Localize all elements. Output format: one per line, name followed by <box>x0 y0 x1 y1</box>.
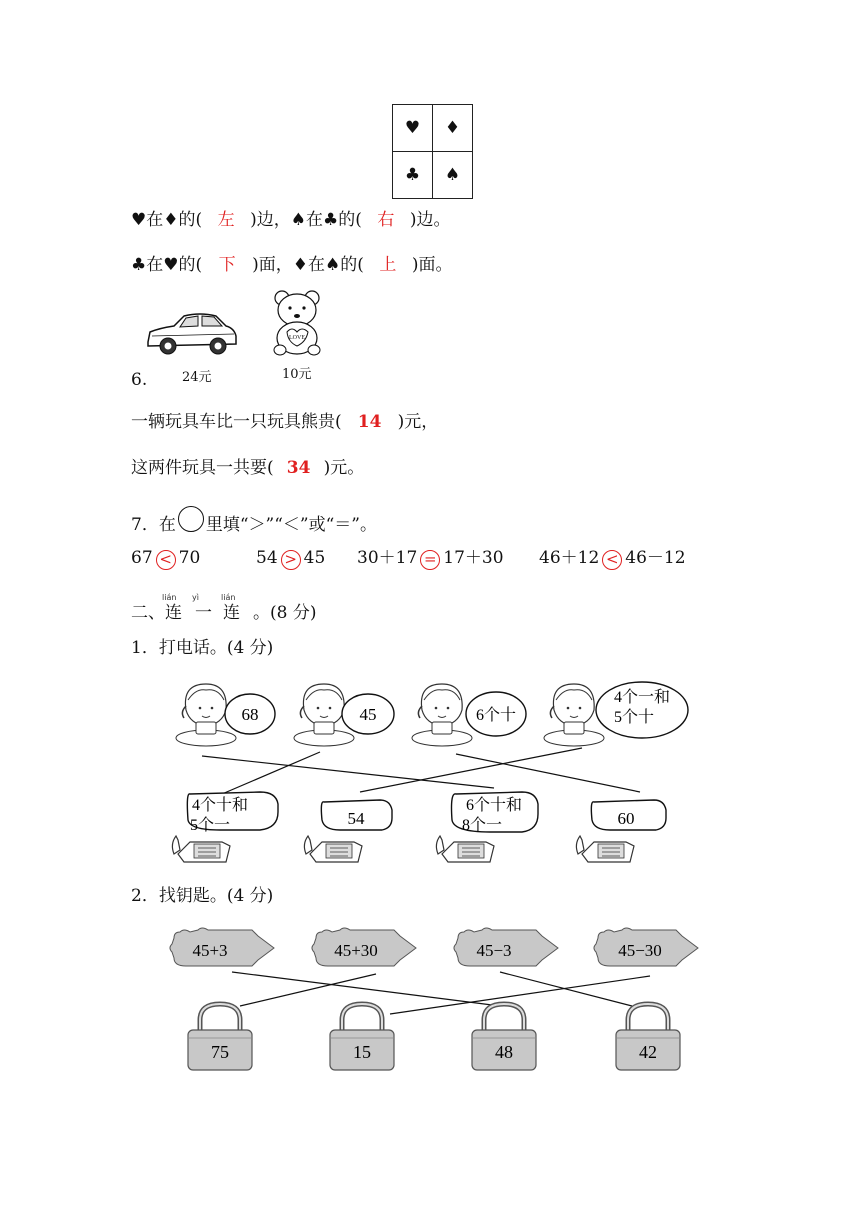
lock-label: 48 <box>495 1042 513 1062</box>
q6-line2-a: 这两件玩具一共要( <box>131 458 274 478</box>
phone-kid-4 <box>544 682 688 746</box>
q7-right: 70 <box>178 548 201 568</box>
q7-instruction <box>131 506 377 536</box>
lock-label: 42 <box>639 1042 657 1062</box>
section2-heading <box>131 602 316 624</box>
q7-right: 45 <box>303 548 326 568</box>
lock-label: 15 <box>353 1042 371 1062</box>
section2-char: 连 <box>223 603 240 623</box>
phone-bottom-text: 8个一 <box>461 817 503 834</box>
q5-line2-b: )面，♦在♠的( <box>252 255 364 275</box>
answer-up: 上 <box>379 255 397 275</box>
answer-total: 34 <box>286 458 311 478</box>
q6-line2 <box>131 457 364 479</box>
suit-cell: ♠ <box>433 152 473 199</box>
q6-line1-a: 一辆玩具车比一只玩具熊贵( <box>131 412 342 432</box>
pinyin-lian-1: lián <box>162 593 177 602</box>
q7-right: 17＋30 <box>443 548 504 568</box>
circle-blank-icon <box>178 506 204 532</box>
q6-number: 6. <box>131 370 148 390</box>
compare-circle: > <box>281 550 301 570</box>
q7-item <box>131 547 200 570</box>
q5-line1-b: )边，♠在♣的( <box>250 210 362 230</box>
suit-cell: ♣ <box>393 152 433 199</box>
teddy-bear-illustration <box>268 288 328 358</box>
phone-kid-3 <box>412 684 526 746</box>
suit-grid <box>392 104 473 199</box>
section2-char: 一 <box>195 603 212 623</box>
phone-top-text: 68 <box>241 705 259 724</box>
lock-1 <box>188 1004 252 1070</box>
pinyin-lian-2: lián <box>221 593 236 602</box>
q6-line1 <box>131 411 438 433</box>
key-label: 45+30 <box>334 941 378 960</box>
phone-receiver-4 <box>576 800 666 862</box>
phone-bottom-text: 5个一 <box>189 817 231 834</box>
answer-down: 下 <box>218 255 236 275</box>
key-label: 45−30 <box>618 941 662 960</box>
phone-top-text: 4个一和 <box>613 689 671 706</box>
q7-item <box>357 547 504 570</box>
answer-right: 右 <box>377 210 395 230</box>
keys-title: 2．找钥匙。(4 分) <box>131 886 274 906</box>
key-match-lines <box>232 972 650 1014</box>
suit-cell: ♦ <box>433 105 473 152</box>
toy-car-illustration <box>140 308 240 360</box>
q7-item <box>539 547 686 570</box>
key-label: 45+3 <box>192 941 228 960</box>
car-price: 24元 <box>182 370 212 385</box>
phone-matching-figure <box>160 672 710 872</box>
phone-receiver-3 <box>436 792 538 862</box>
phone-bottom-text: 6个十和 <box>465 797 523 814</box>
lock-2 <box>330 1004 394 1070</box>
q7-suffix: 里填“＞”“＜”或“＝”。 <box>205 515 377 535</box>
keys-matching-figure <box>160 922 710 1074</box>
bear-heart-text: LOVE <box>289 335 305 341</box>
q5-line2-c: )面。 <box>411 255 453 275</box>
answer-left: 左 <box>217 210 235 230</box>
section2-suffix: 。(8 分) <box>253 603 317 623</box>
answer-difference: 14 <box>357 412 382 432</box>
phone-kid-1 <box>176 684 275 746</box>
phone-match-lines <box>202 748 640 794</box>
q5-line1-c: )边。 <box>409 210 451 230</box>
phone-bottom-text: 60 <box>617 809 635 828</box>
phone-receiver-1 <box>172 792 278 862</box>
section2-prefix: 二、 <box>131 603 165 623</box>
phone-kid-2 <box>294 684 394 746</box>
phone-top-text: 5个十 <box>613 709 655 726</box>
q7-item <box>256 547 325 570</box>
key-3 <box>454 928 558 966</box>
q5-line1-a: ♥在♦的( <box>131 210 203 230</box>
suit-cell: ♥ <box>393 105 433 152</box>
q6-line1-b: )元， <box>397 412 439 432</box>
lock-3 <box>472 1004 536 1070</box>
key-4 <box>594 928 698 966</box>
phone-top-text: 6个十 <box>475 707 517 724</box>
q5-line2 <box>131 254 453 276</box>
q7-left: 30＋17 <box>357 548 418 568</box>
compare-circle: < <box>602 550 622 570</box>
phone-bottom-text: 54 <box>347 809 365 828</box>
phone-receiver-2 <box>304 800 392 862</box>
q7-left: 46＋12 <box>539 548 600 568</box>
compare-circle: = <box>420 550 440 570</box>
bear-price: 10元 <box>282 367 312 382</box>
lock-4 <box>616 1004 680 1070</box>
q7-prefix: 7．在 <box>131 515 176 535</box>
q7-left: 54 <box>256 548 278 568</box>
key-label: 45−3 <box>476 941 512 960</box>
q6-line2-b: )元。 <box>323 458 365 478</box>
phone-title: 1．打电话。(4 分) <box>131 638 274 658</box>
q5-line2-a: ♣在♥的( <box>131 255 203 275</box>
q5-line1 <box>131 209 451 231</box>
phone-bottom-text: 4个十和 <box>191 797 249 814</box>
lock-label: 75 <box>211 1042 229 1062</box>
pinyin-yi: yì <box>192 593 199 602</box>
compare-circle: < <box>156 550 176 570</box>
phone-top-text: 45 <box>359 705 377 724</box>
section2-char: 连 <box>165 603 182 623</box>
q7-left: 67 <box>131 548 153 568</box>
key-2 <box>312 928 416 966</box>
q7-right: 46－12 <box>625 548 686 568</box>
key-1 <box>170 928 274 966</box>
